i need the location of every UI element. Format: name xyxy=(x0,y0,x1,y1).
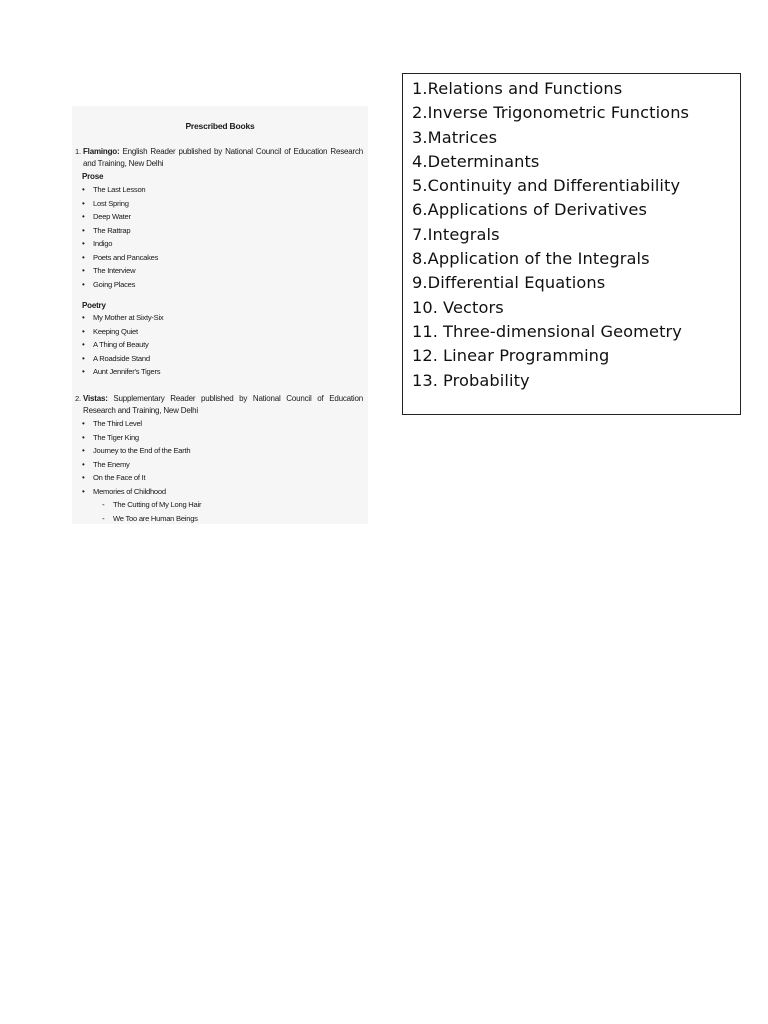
topic-item xyxy=(412,223,689,247)
list-item: • On the Face of It xyxy=(82,473,146,482)
topic-label: Applications of Derivatives xyxy=(427,200,648,220)
list-item: • Memories of Childhood xyxy=(82,486,166,496)
topic-label: Continuity and Differentiability xyxy=(427,176,681,196)
prescribed-books-image xyxy=(72,106,368,524)
list-item: • Deep Water xyxy=(82,212,131,221)
topics-box xyxy=(402,73,741,415)
book-vistas xyxy=(75,393,363,416)
section-heading-poetry: Poetry xyxy=(82,301,106,310)
topic-label: Inverse Trigonometric Functions xyxy=(427,103,690,123)
topic-number: 12. xyxy=(412,346,439,366)
book-flamingo xyxy=(75,146,363,169)
list-item: • The Rattrap xyxy=(82,225,131,235)
topic-number: 10. xyxy=(412,297,439,317)
topic-item xyxy=(412,174,689,198)
topic-item xyxy=(412,344,689,368)
list-item: • Going Places xyxy=(82,279,136,289)
topic-item xyxy=(412,150,689,174)
topic-item xyxy=(412,320,689,344)
book-number: 2. xyxy=(75,394,81,403)
list-item: • Indigo xyxy=(82,239,113,248)
topic-label: Matrices xyxy=(427,127,498,147)
list-item: • The Enemy xyxy=(82,459,130,469)
topic-number: 3. xyxy=(412,127,428,147)
topic-label: Three-dimensional Geometry xyxy=(443,321,682,341)
list-item: • The Tiger King xyxy=(82,432,139,442)
book-description-paragraph xyxy=(83,393,363,416)
book-description: English Reader published by National Council of Education Research and Training, New Delhi xyxy=(83,147,364,168)
list-item: • The Last Lesson xyxy=(82,185,146,194)
topic-label: Application of the Integrals xyxy=(427,249,650,269)
topic-item xyxy=(412,101,689,125)
topic-label: Differential Equations xyxy=(427,273,606,293)
section-heading-prose: Prose xyxy=(82,172,104,181)
topic-label: Vectors xyxy=(443,297,504,317)
topic-item xyxy=(412,77,689,101)
topic-number: 5. xyxy=(412,176,428,196)
topic-label: Relations and Functions xyxy=(427,79,623,98)
topic-item xyxy=(412,126,689,150)
book-description-paragraph xyxy=(83,146,363,169)
list-item: • Aunt Jennifer's Tigers xyxy=(82,367,161,376)
topic-number: 13. xyxy=(412,370,439,390)
topic-item xyxy=(412,296,689,320)
topic-item xyxy=(412,247,689,271)
topic-number: 8. xyxy=(412,249,428,269)
list-item: • A Thing of Beauty xyxy=(82,340,149,349)
topics-list xyxy=(412,77,689,393)
book-name: Vistas: xyxy=(83,394,108,403)
list-item: • A Roadside Stand xyxy=(82,353,150,363)
list-item: • Journey to the End of the Earth xyxy=(82,446,191,455)
topic-number: 7. xyxy=(412,224,428,244)
list-item: • The Interview xyxy=(82,266,136,275)
topic-label: Probability xyxy=(443,370,530,390)
list-item: • The Third Level xyxy=(82,419,142,428)
topic-item xyxy=(412,271,689,295)
list-subitem: - The Cutting of My Long Hair xyxy=(102,500,202,509)
topic-number: 6. xyxy=(412,200,428,220)
book-name: Flamingo: xyxy=(83,147,120,156)
topic-label: Integrals xyxy=(427,224,500,244)
topic-number: 4. xyxy=(412,151,428,171)
book-number: 1. xyxy=(75,147,81,156)
topic-item xyxy=(412,369,689,393)
prose-list xyxy=(82,183,158,291)
poetry-list xyxy=(82,311,163,379)
topic-number: 2. xyxy=(412,103,428,123)
prescribed-books-title: Prescribed Books xyxy=(185,121,255,131)
list-item: • My Mother at Sixty-Six xyxy=(82,313,164,322)
list-item: • Poets and Pancakes xyxy=(82,252,159,262)
topic-number: 11. xyxy=(412,321,439,341)
topic-label: Determinants xyxy=(427,151,540,171)
list-subitem: - We Too are Human Beings xyxy=(102,513,198,523)
vistas-list xyxy=(82,417,201,525)
topic-number: 1. xyxy=(412,79,428,98)
list-item: • Keeping Quiet xyxy=(82,326,138,336)
list-item: • Lost Spring xyxy=(82,198,129,208)
topic-label: Linear Programming xyxy=(443,346,610,366)
topic-item xyxy=(412,198,689,222)
topic-number: 9. xyxy=(412,273,428,293)
book-description: Supplementary Reader published by National Council of Education Research and Training, New Delhi xyxy=(83,394,363,415)
